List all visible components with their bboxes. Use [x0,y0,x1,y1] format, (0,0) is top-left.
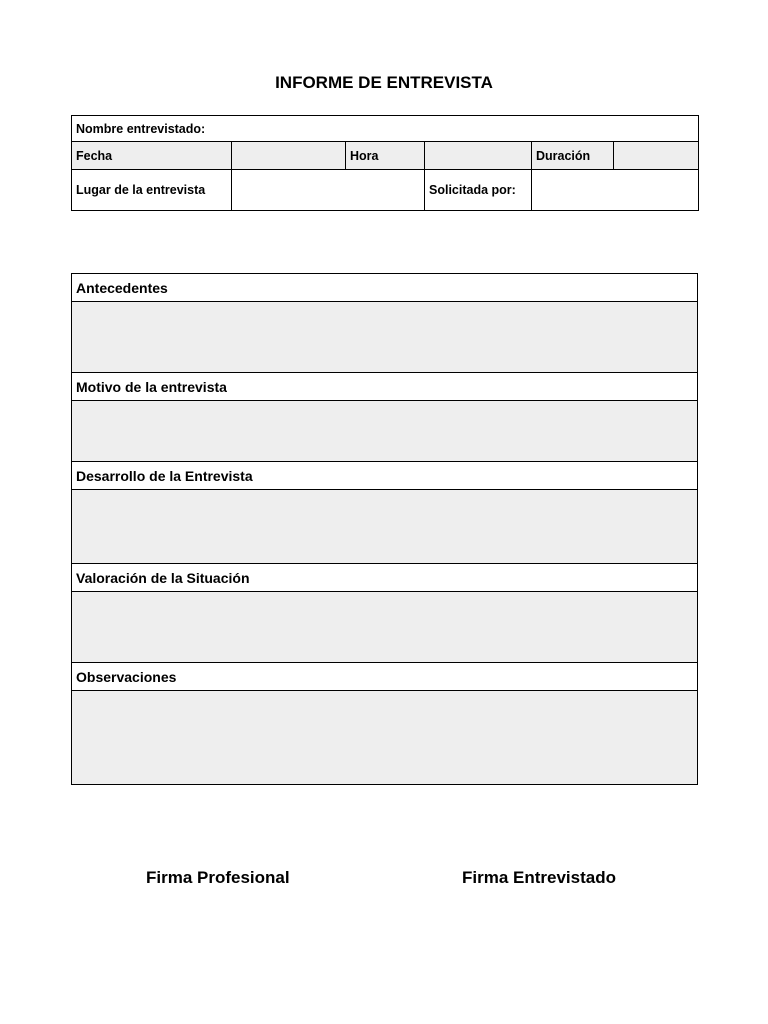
page-title: INFORME DE ENTREVISTA [275,73,493,92]
lugar-field[interactable] [232,170,425,211]
fecha-field[interactable] [232,142,346,170]
interview-info-table [71,115,699,211]
solicitada-label: Solicitada por: [425,170,532,211]
firma-profesional-label: Firma Profesional [146,868,290,887]
report-sections [71,273,698,785]
solicitada-field[interactable] [532,170,699,211]
observaciones-field[interactable] [72,691,697,784]
antecedentes-field[interactable] [72,302,697,373]
motivo-header: Motivo de la entrevista [72,373,697,401]
valoracion-field[interactable] [72,592,697,663]
desarrollo-header: Desarrollo de la Entrevista [72,462,697,490]
hora-field[interactable] [425,142,532,170]
observaciones-header: Observaciones [72,663,697,691]
fecha-label: Fecha [72,142,232,170]
lugar-label: Lugar de la entrevista [72,170,232,211]
antecedentes-header: Antecedentes [72,274,697,302]
motivo-field[interactable] [72,401,697,462]
firma-entrevistado-label: Firma Entrevistado [462,868,616,887]
duracion-field[interactable] [614,142,699,170]
duracion-label: Duración [532,142,614,170]
valoracion-header: Valoración de la Situación [72,564,697,592]
desarrollo-field[interactable] [72,490,697,564]
hora-label: Hora [346,142,425,170]
nombre-entrevistado-label: Nombre entrevistado: [72,116,699,142]
